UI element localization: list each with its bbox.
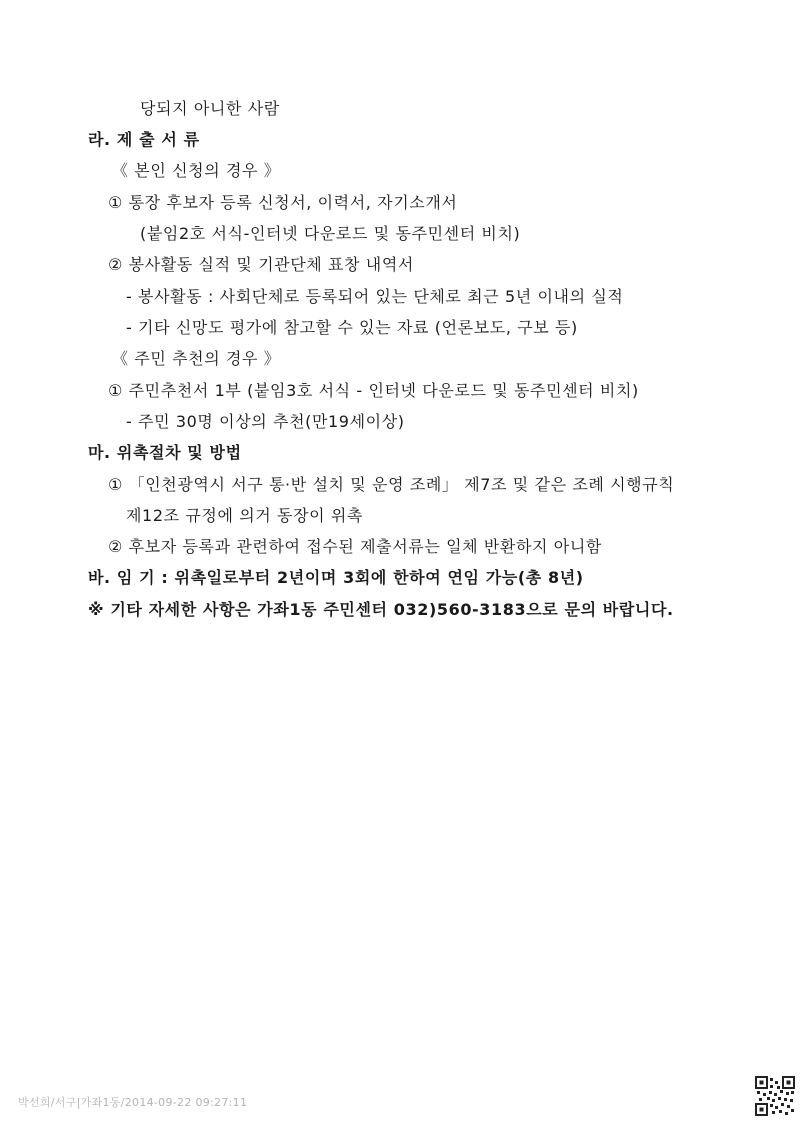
section-ba-term: 바. 임 기 : 위촉일로부터 2년이며 3회에 한하여 연임 가능(총 8년) bbox=[88, 568, 584, 587]
section-ra-heading: 라. 제 출 서 류 bbox=[88, 130, 200, 149]
sub-item-other-materials: - 기타 신망도 평가에 참고할 수 있는 자료 (언론보도, 구보 등) bbox=[126, 318, 578, 337]
list-item-recommendation-form: ① 주민추천서 1부 (붙임3호 서식 - 인터넷 다운로드 및 동주민센터 비치) bbox=[108, 381, 639, 400]
section-ma-heading: 마. 위촉절차 및 방법 bbox=[88, 443, 242, 462]
resident-recommendation-heading: 《 주민 추천의 경우 》 bbox=[112, 349, 281, 368]
list-item-ordinance: ① 「인천광역시 서구 통·반 설치 및 운영 조례」 제7조 및 같은 조례 시행규칙 bbox=[108, 475, 675, 494]
list-item-note-form2: (붙임2호 서식-인터넷 다운로드 및 동주민센터 비치) bbox=[140, 224, 521, 243]
contact-note: ※ 기타 자세한 사항은 가좌1동 주민센터 032)560-3183으로 문의 바랍니다. bbox=[88, 600, 674, 619]
list-item-ordinance-continued: 제12조 규정에 의거 동장이 위촉 bbox=[126, 506, 363, 525]
fax-stamp: 박선희/서구|가좌1동/2014-09-22 09:27:11 bbox=[18, 1096, 248, 1109]
list-item-application-forms: ① 통장 후보자 등록 신청서, 이력서, 자기소개서 bbox=[108, 193, 458, 212]
sub-item-recommendation-count: - 주민 30명 이상의 추천(만19세이상) bbox=[126, 412, 405, 431]
list-item-no-return: ② 후보자 등록과 관련하여 접수된 제출서류는 일체 반환하지 아니함 bbox=[108, 537, 602, 556]
continued-text-line: 당되지 아니한 사람 bbox=[140, 99, 280, 118]
qr-code-icon bbox=[755, 1076, 795, 1116]
self-application-heading: 《 본인 신청의 경우 》 bbox=[112, 161, 281, 180]
sub-item-volunteer-activity: - 봉사활동 : 사회단체로 등록되어 있는 단체로 최근 5년 이내의 실적 bbox=[126, 287, 624, 306]
list-item-volunteer-record: ② 봉사활동 실적 및 기관단체 표창 내역서 bbox=[108, 255, 414, 274]
